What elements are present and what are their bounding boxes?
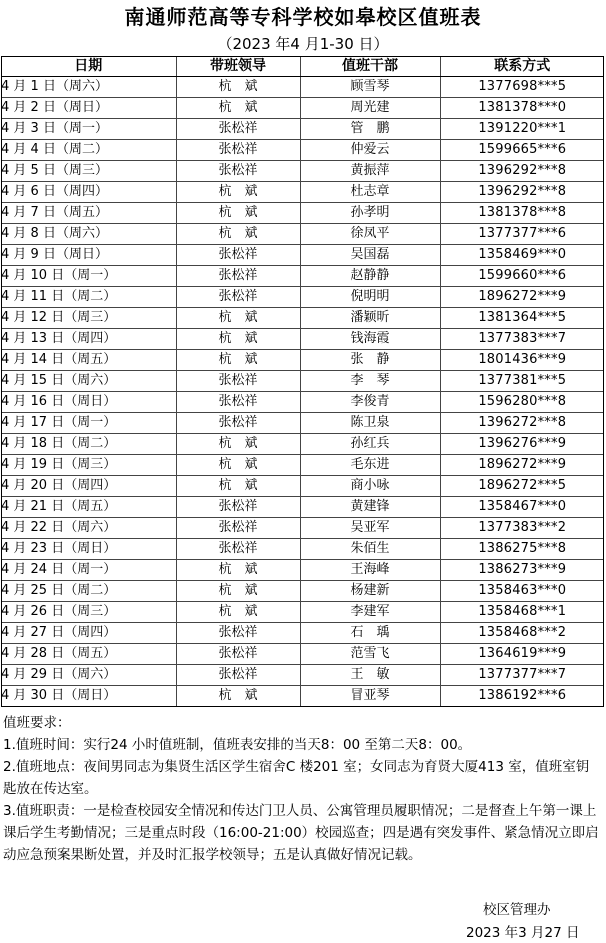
roster-date-range: （2023 年4 月1-30 日） bbox=[217, 35, 389, 53]
cell-date: 4 月 30 日（周日） bbox=[1, 686, 176, 707]
cell-date: 4 月 27 日（周四） bbox=[1, 623, 176, 644]
cell-contact: 1386275***8 bbox=[440, 539, 604, 560]
cell-leader: 杭 斌 bbox=[176, 434, 300, 455]
cell-date: 4 月 6 日（周四） bbox=[1, 182, 176, 203]
cell-duty-officer: 黄建锋 bbox=[300, 497, 440, 518]
cell-contact: 1377383***2 bbox=[440, 518, 604, 539]
cell-contact: 1377377***6 bbox=[440, 224, 604, 245]
cell-date: 4 月 22 日（周六） bbox=[1, 518, 176, 539]
cell-leader: 张松祥 bbox=[176, 245, 300, 266]
cell-contact: 1381378***0 bbox=[440, 98, 604, 119]
cell-leader: 杭 斌 bbox=[176, 476, 300, 497]
cell-duty-officer: 杜志章 bbox=[300, 182, 440, 203]
cell-leader: 张松祥 bbox=[176, 665, 300, 686]
cell-leader: 张松祥 bbox=[176, 623, 300, 644]
cell-duty-officer: 朱佰生 bbox=[300, 539, 440, 560]
cell-leader: 杭 斌 bbox=[176, 329, 300, 350]
cell-duty-officer: 倪明明 bbox=[300, 287, 440, 308]
cell-duty-officer: 吴国磊 bbox=[300, 245, 440, 266]
cell-contact: 1396276***9 bbox=[440, 434, 604, 455]
cell-date: 4 月 19 日（周三） bbox=[1, 455, 176, 476]
cell-contact: 1391220***1 bbox=[440, 119, 604, 140]
cell-date: 4 月 4 日（周二） bbox=[1, 140, 176, 161]
cell-date: 4 月 7 日（周五） bbox=[1, 203, 176, 224]
cell-date: 4 月 16 日（周日） bbox=[1, 392, 176, 413]
cell-date: 4 月 20 日（周四） bbox=[1, 476, 176, 497]
cell-contact: 1358467***0 bbox=[440, 497, 604, 518]
cell-leader: 张松祥 bbox=[176, 371, 300, 392]
cell-duty-officer: 顾雪琴 bbox=[300, 77, 440, 98]
cell-duty-officer: 冒亚琴 bbox=[300, 686, 440, 707]
cell-duty-officer: 李俊青 bbox=[300, 392, 440, 413]
cell-leader: 杭 斌 bbox=[176, 350, 300, 371]
cell-leader: 张松祥 bbox=[176, 644, 300, 665]
requirement-time: 1.值班时间：实行24 小时值班制，值班表安排的当天8：00 至第二天8：00。 bbox=[3, 737, 472, 753]
cell-duty-officer: 赵静静 bbox=[300, 266, 440, 287]
cell-date: 4 月 17 日（周一） bbox=[1, 413, 176, 434]
cell-contact: 1377698***5 bbox=[440, 77, 604, 98]
cell-contact: 1396292***8 bbox=[440, 161, 604, 182]
cell-contact: 1801436***9 bbox=[440, 350, 604, 371]
cell-duty-officer: 管 鹏 bbox=[300, 119, 440, 140]
cell-contact: 1358468***2 bbox=[440, 623, 604, 644]
header-contact: 联系方式 bbox=[440, 56, 604, 77]
cell-duty-officer: 张 静 bbox=[300, 350, 440, 371]
cell-contact: 1386192***6 bbox=[440, 686, 604, 707]
cell-contact: 1364619***9 bbox=[440, 644, 604, 665]
cell-duty-officer: 王海峰 bbox=[300, 560, 440, 581]
cell-duty-officer: 黄振萍 bbox=[300, 161, 440, 182]
cell-date: 4 月 26 日（周三） bbox=[1, 602, 176, 623]
cell-contact: 1396272***8 bbox=[440, 413, 604, 434]
cell-date: 4 月 11 日（周二） bbox=[1, 287, 176, 308]
cell-contact: 1377381***5 bbox=[440, 371, 604, 392]
cell-leader: 张松祥 bbox=[176, 287, 300, 308]
header-duty-officer: 值班干部 bbox=[300, 56, 440, 77]
cell-contact: 1377377***7 bbox=[440, 665, 604, 686]
cell-date: 4 月 15 日（周六） bbox=[1, 371, 176, 392]
cell-leader: 张松祥 bbox=[176, 392, 300, 413]
cell-duty-officer: 周光建 bbox=[300, 98, 440, 119]
cell-date: 4 月 13 日（周四） bbox=[1, 329, 176, 350]
cell-contact: 1596280***8 bbox=[440, 392, 604, 413]
cell-leader: 杭 斌 bbox=[176, 686, 300, 707]
cell-leader: 张松祥 bbox=[176, 413, 300, 434]
cell-date: 4 月 9 日（周日） bbox=[1, 245, 176, 266]
cell-leader: 张松祥 bbox=[176, 119, 300, 140]
cell-date: 4 月 28 日（周五） bbox=[1, 644, 176, 665]
cell-duty-officer: 范雪飞 bbox=[300, 644, 440, 665]
requirements-heading: 值班要求： bbox=[3, 715, 71, 731]
cell-leader: 杭 斌 bbox=[176, 77, 300, 98]
cell-leader: 杭 斌 bbox=[176, 224, 300, 245]
cell-leader: 杭 斌 bbox=[176, 203, 300, 224]
cell-date: 4 月 23 日（周日） bbox=[1, 539, 176, 560]
cell-leader: 张松祥 bbox=[176, 266, 300, 287]
cell-contact: 1896272***5 bbox=[440, 476, 604, 497]
cell-contact: 1599660***6 bbox=[440, 266, 604, 287]
issue-date: 2023 年3 月27 日 bbox=[466, 925, 580, 941]
cell-contact: 1377383***7 bbox=[440, 329, 604, 350]
table-border bbox=[1, 56, 604, 707]
requirement-location: 2.值班地点：夜间男同志为集贤生活区学生宿舍C 楼201 室；女同志为育贤大厦413 室，值班室钥匙放在传达室。 bbox=[3, 759, 590, 797]
cell-duty-officer: 杨建新 bbox=[300, 581, 440, 602]
cell-date: 4 月 2 日（周日） bbox=[1, 98, 176, 119]
cell-leader: 杭 斌 bbox=[176, 98, 300, 119]
cell-contact: 1386273***9 bbox=[440, 560, 604, 581]
cell-duty-officer: 商小咏 bbox=[300, 476, 440, 497]
cell-contact: 1396292***8 bbox=[440, 182, 604, 203]
cell-leader: 杭 斌 bbox=[176, 182, 300, 203]
cell-contact: 1358468***1 bbox=[440, 602, 604, 623]
cell-date: 4 月 8 日（周六） bbox=[1, 224, 176, 245]
cell-date: 4 月 18 日（周二） bbox=[1, 434, 176, 455]
cell-contact: 1896272***9 bbox=[440, 455, 604, 476]
cell-leader: 张松祥 bbox=[176, 539, 300, 560]
issuing-office: 校区管理办 bbox=[483, 902, 551, 918]
cell-date: 4 月 25 日（周二） bbox=[1, 581, 176, 602]
cell-contact: 1381378***8 bbox=[440, 203, 604, 224]
cell-leader: 杭 斌 bbox=[176, 560, 300, 581]
cell-duty-officer: 王 敏 bbox=[300, 665, 440, 686]
cell-leader: 张松祥 bbox=[176, 161, 300, 182]
cell-duty-officer: 毛东进 bbox=[300, 455, 440, 476]
cell-date: 4 月 12 日（周三） bbox=[1, 308, 176, 329]
cell-contact: 1599665***6 bbox=[440, 140, 604, 161]
cell-duty-officer: 李建军 bbox=[300, 602, 440, 623]
cell-contact: 1358463***0 bbox=[440, 581, 604, 602]
cell-duty-officer: 李 琴 bbox=[300, 371, 440, 392]
cell-date: 4 月 1 日（周六） bbox=[1, 77, 176, 98]
cell-date: 4 月 29 日（周六） bbox=[1, 665, 176, 686]
cell-duty-officer: 徐凤平 bbox=[300, 224, 440, 245]
roster-title: 南通师范高等专科学校如皋校区值班表 bbox=[124, 5, 482, 29]
cell-duty-officer: 孙孝明 bbox=[300, 203, 440, 224]
cell-date: 4 月 10 日（周一） bbox=[1, 266, 176, 287]
cell-date: 4 月 5 日（周三） bbox=[1, 161, 176, 182]
cell-duty-officer: 吴亚军 bbox=[300, 518, 440, 539]
cell-duty-officer: 仲爱云 bbox=[300, 140, 440, 161]
cell-duty-officer: 孙红兵 bbox=[300, 434, 440, 455]
cell-duty-officer: 陈卫泉 bbox=[300, 413, 440, 434]
cell-date: 4 月 14 日（周五） bbox=[1, 350, 176, 371]
cell-leader: 张松祥 bbox=[176, 497, 300, 518]
requirement-duties: 3.值班职责：一是检查校园安全情况和传达门卫人员、公寓管理员履职情况；二是督查上午第一课上课后学生考勤情况；三是重点时段（16:00-21:00）校园巡查；四是遇有突发事件、紧急情况立即启动应急预案果断处置，并及时汇报学校领导；五是认真做好情况记载。 bbox=[3, 803, 599, 863]
duty-requirements bbox=[3, 712, 601, 866]
cell-leader: 杭 斌 bbox=[176, 581, 300, 602]
header-leader: 带班领导 bbox=[176, 56, 300, 77]
cell-contact: 1381364***5 bbox=[440, 308, 604, 329]
cell-leader: 张松祥 bbox=[176, 518, 300, 539]
cell-contact: 1896272***9 bbox=[440, 287, 604, 308]
cell-leader: 杭 斌 bbox=[176, 308, 300, 329]
cell-leader: 杭 斌 bbox=[176, 455, 300, 476]
cell-date: 4 月 3 日（周一） bbox=[1, 119, 176, 140]
cell-duty-officer: 钱海霞 bbox=[300, 329, 440, 350]
cell-duty-officer: 石 瑀 bbox=[300, 623, 440, 644]
header-date: 日期 bbox=[1, 56, 176, 77]
cell-contact: 1358469***0 bbox=[440, 245, 604, 266]
cell-date: 4 月 24 日（周一） bbox=[1, 560, 176, 581]
cell-date: 4 月 21 日（周五） bbox=[1, 497, 176, 518]
cell-duty-officer: 潘颖昕 bbox=[300, 308, 440, 329]
cell-leader: 杭 斌 bbox=[176, 602, 300, 623]
cell-leader: 张松祥 bbox=[176, 140, 300, 161]
